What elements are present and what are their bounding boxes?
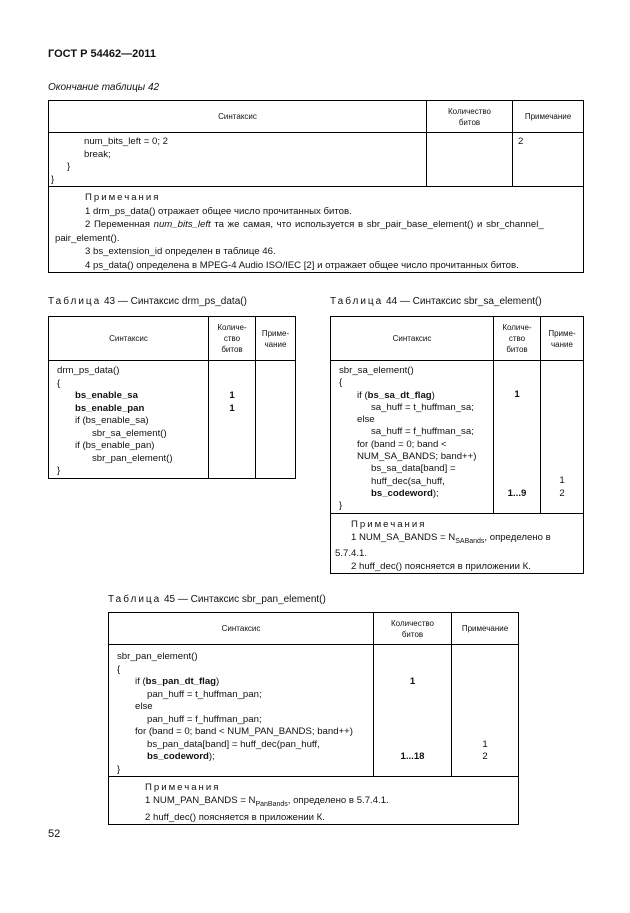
notes-cell: [49, 187, 584, 273]
code-line: bs_codeword);: [371, 487, 439, 499]
syntax-cell: [331, 361, 494, 514]
table-44-caption: Таблица 44 — Синтаксис sbr_sa_element(): [330, 296, 542, 307]
code-line: for (band = 0; band <: [357, 438, 447, 450]
col-note: Примечание: [513, 101, 584, 133]
note-cell: [541, 361, 584, 514]
bits-value: 1...9: [507, 488, 527, 499]
code-line: huff_dec(sa_huff,: [371, 475, 445, 487]
syntax-cell: [49, 361, 209, 479]
notes-title: Примечания: [145, 782, 221, 793]
note-2: 2 huff_dec() поясняется в приложении К.: [351, 561, 531, 573]
col-syntax: Синтаксис: [331, 317, 494, 361]
notes-cell: [331, 513, 584, 574]
note-cell: [513, 133, 584, 187]
bits-cell: [209, 361, 256, 479]
code-line: sbr_pan_element(): [117, 651, 198, 662]
col-note: Приме- чание: [256, 317, 296, 361]
code-line: }: [339, 500, 343, 512]
table-43-caption: Таблица 43 — Синтаксис drm_ps_data(): [48, 296, 247, 307]
code-line: sbr_sa_element(): [339, 365, 414, 376]
table-42: [48, 100, 584, 273]
code-line: break;: [84, 148, 111, 160]
code-line: num_bits_left = 0; 2: [84, 136, 168, 147]
code-line: {: [117, 663, 121, 675]
note-cell: [452, 645, 519, 777]
code-line: if (bs_pan_dt_flag): [135, 676, 220, 687]
note-cell: [256, 361, 296, 479]
code-line: bs_enable_sa: [75, 390, 138, 401]
table-45-caption: Таблица 45 — Синтаксис sbr_pan_element(): [108, 594, 326, 605]
code-line: bs_pan_data[band] = huff_dec(pan_huff,: [147, 738, 320, 750]
code-line: sa_huff = t_huffman_sa;: [371, 401, 474, 413]
code-line: }: [67, 161, 71, 172]
col-syntax: Синтаксис: [49, 101, 427, 133]
notes-title: Примечания: [351, 518, 427, 530]
note-1-cont: 5.7.4.1.: [335, 548, 368, 560]
code-line: sbr_sa_element(): [92, 427, 167, 439]
note-value: 2: [559, 488, 565, 499]
code-line: else: [135, 701, 153, 712]
code-line: bs_enable_pan: [75, 402, 145, 414]
code-line: pan_huff = t_huffman_pan;: [147, 688, 262, 700]
bits-cell: [494, 361, 541, 514]
notes-cell: [109, 777, 519, 825]
code-line: if (bs_enable_sa): [75, 415, 149, 426]
notes-title: Примечания: [85, 192, 161, 203]
code-line: bs_codeword);: [147, 751, 215, 762]
col-syntax: Синтаксис: [109, 613, 374, 645]
code-line: }: [51, 173, 55, 185]
code-line: sa_huff = f_huffman_sa;: [371, 426, 474, 438]
note-3: 3 bs_extension_id определен в таблице 46.: [85, 246, 276, 257]
code-line: drm_ps_data(): [57, 365, 120, 376]
col-syntax: Синтаксис: [49, 317, 209, 361]
col-bits: Количество битов: [427, 101, 513, 133]
code-line: {: [339, 377, 343, 389]
note-1: 1 drm_ps_data() отражает общее число прочитанных битов.: [85, 205, 352, 217]
note-value: 2: [518, 136, 524, 147]
code-line: {: [57, 377, 61, 389]
note-value: 2: [482, 751, 488, 762]
code-line: if (bs_enable_pan): [75, 440, 155, 451]
code-line: NUM_SA_BANDS; band++): [357, 451, 477, 463]
table-42-caption: Окончание таблицы 42: [48, 82, 160, 93]
code-line: }: [117, 763, 121, 775]
syntax-cell: [49, 133, 427, 187]
code-line: for (band = 0; band < NUM_PAN_BANDS; band++): [135, 726, 353, 737]
bits-value: 1...18: [400, 751, 425, 762]
code-line: }: [57, 465, 61, 476]
col-bits: Количе- ство битов: [494, 317, 541, 361]
note-1: 1 NUM_SA_BANDS = $N_{SABands}$, определено в: [351, 531, 551, 545]
bits-value: 1: [409, 676, 416, 687]
note-2: 2 huff_dec() поясняется в приложении К.: [145, 811, 325, 823]
bits-value: 1: [514, 389, 520, 400]
col-bits: Количество битов: [374, 613, 452, 645]
code-line: sbr_pan_element(): [92, 452, 173, 464]
note-value: 1: [559, 475, 565, 486]
note-1: 1 NUM_PAN_BANDS = $N_{PanBands}$, определено в 5.7.4.1.: [145, 795, 389, 808]
table-44: [330, 316, 584, 574]
note-2-cont: pair_element().: [55, 232, 120, 244]
document-header: ГОСТ Р 54462—2011: [48, 48, 156, 60]
note-value: 1: [482, 739, 488, 750]
bits-cell: [427, 133, 513, 187]
col-note: Примечание: [452, 613, 519, 645]
syntax-cell: [109, 645, 374, 777]
col-note: Приме- чание: [541, 317, 584, 361]
bits-value: 1: [229, 402, 235, 414]
bits-cell: [374, 645, 452, 777]
note-4: 4 ps_data() определена в MPEG-4 Audio ISO/IEC [2] и отражает общее число прочитанных битов.: [85, 259, 519, 271]
code-line: if (bs_sa_dt_flag): [357, 389, 435, 401]
code-line: pan_huff = f_huffman_pan;: [147, 713, 262, 725]
code-line: bs_sa_data[band] =: [371, 463, 456, 475]
note-2: 2 Переменная num_bits_left та же самая, что используется в sbr_pair_base_element() и sbr_channel_: [85, 219, 544, 230]
table-43: [48, 316, 296, 479]
bits-value: 1: [229, 390, 235, 401]
col-bits: Количе- ство битов: [209, 317, 256, 361]
page-number: 52: [48, 828, 61, 840]
table-45: [108, 612, 519, 825]
code-line: else: [357, 414, 375, 426]
